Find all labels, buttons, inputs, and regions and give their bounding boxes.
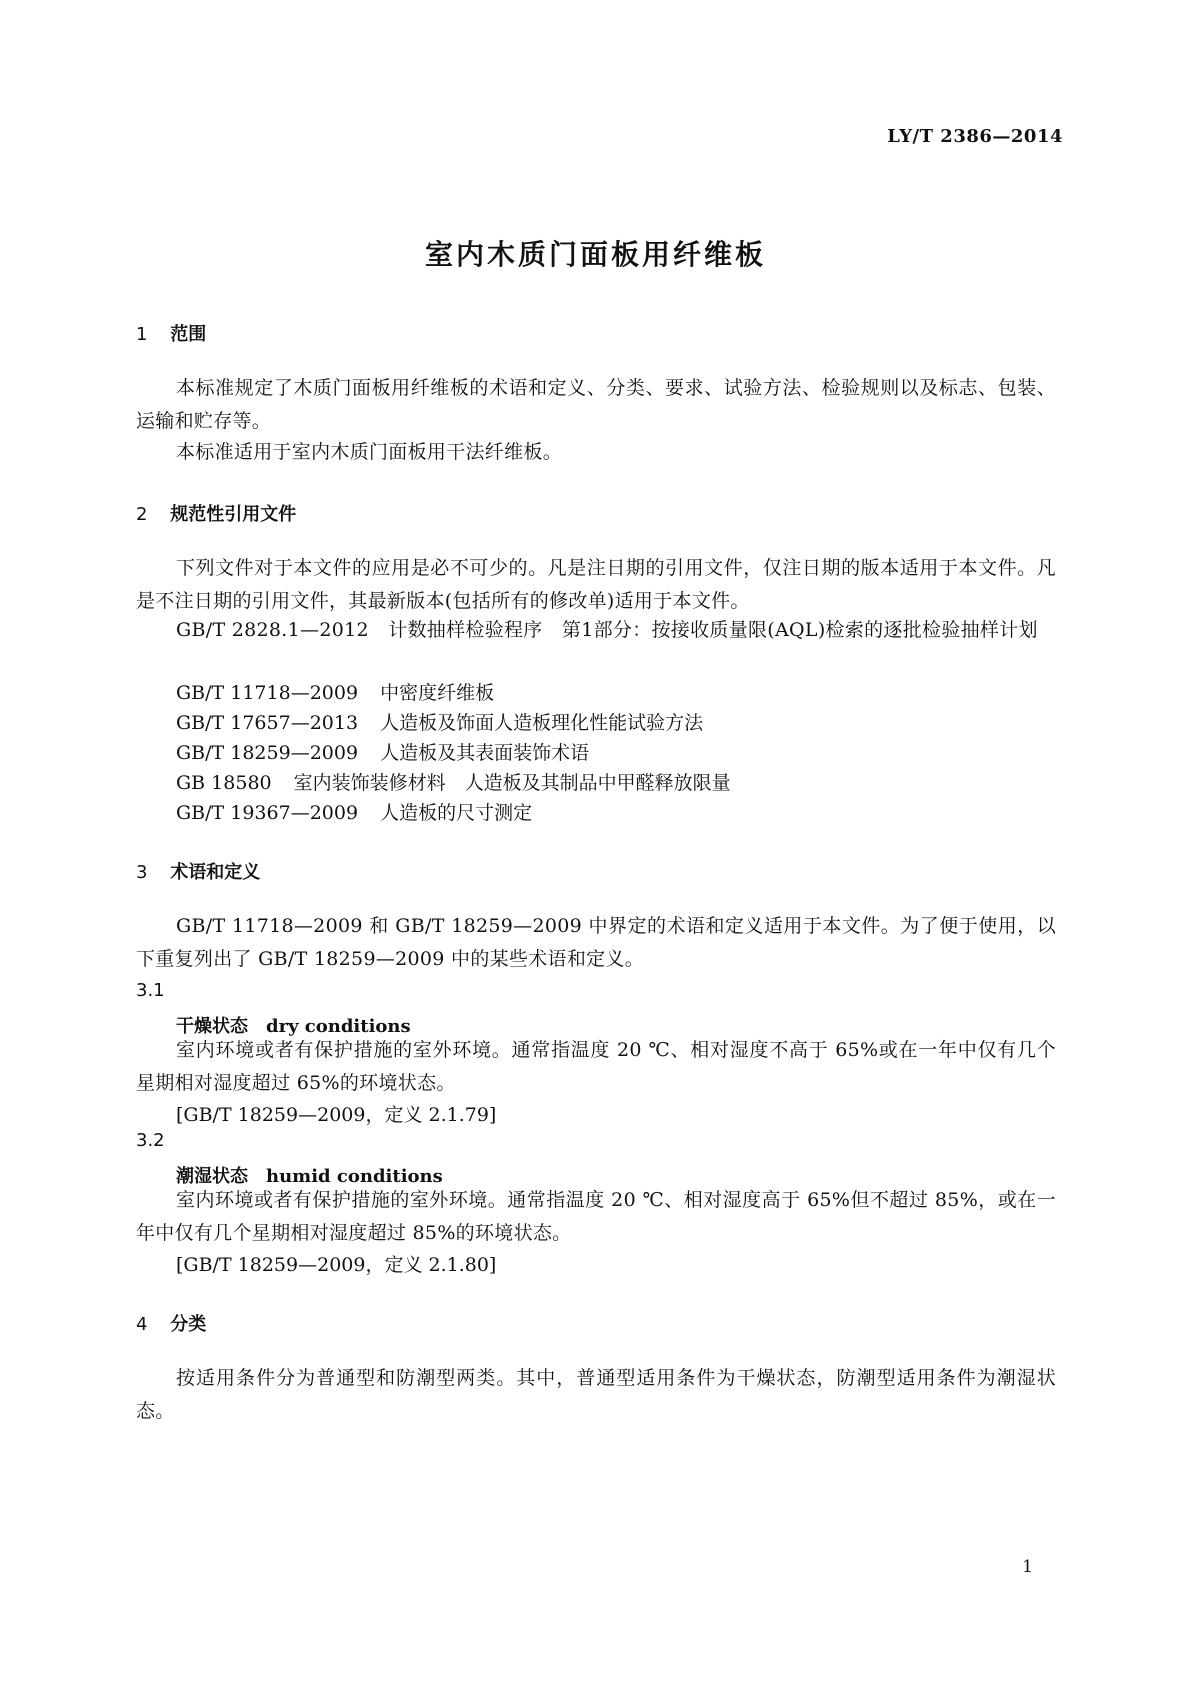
section-number: 3 xyxy=(136,862,148,883)
reference-code: GB/T 19367—2009 xyxy=(176,802,359,824)
terms-intro: GB/T 11718—2009 和 GB/T 18259—2009 中界定的术语和定义适用于本文件。为了便于使用，以下重复列出了 GB/T 18259—2009 中的某些术语和定义。 xyxy=(136,915,1056,970)
reference-item xyxy=(176,708,703,735)
reference-item xyxy=(176,738,589,765)
reference-item xyxy=(176,678,494,705)
page-number: 1 xyxy=(1022,1557,1033,1577)
standard-code: LY/T 2386—2014 xyxy=(887,126,1063,147)
reference-title: 计数抽样检验程序 第1部分：按接收质量限(AQL)检索的逐批检验抽样计划 xyxy=(388,619,1038,641)
reference-item xyxy=(136,614,1056,647)
term-source: [GB/T 18259—2009，定义 2.1.79] xyxy=(176,1104,497,1126)
section-title: 规范性引用文件 xyxy=(170,504,297,525)
reference-code: GB/T 18259—2009 xyxy=(176,742,359,764)
section-1-heading xyxy=(136,320,206,346)
reference-code: GB/T 2828.1—2012 xyxy=(176,619,369,641)
term-source: [GB/T 18259—2009，定义 2.1.80] xyxy=(176,1254,497,1276)
reference-code: GB/T 11718—2009 xyxy=(176,682,359,704)
section-number: 4 xyxy=(136,1314,148,1335)
scope-paragraph-2: 本标准适用于室内木质门面板用干法纤维板。 xyxy=(176,441,563,463)
term-zh: 潮湿状态 xyxy=(176,1166,248,1187)
term-en: humid conditions xyxy=(266,1166,443,1187)
section-4-heading xyxy=(136,1310,206,1336)
scope-paragraph-1: 本标准规定了木质门面板用纤维板的术语和定义、分类、要求、试验方法、检验规则以及标志、包装、运输和贮存等。 xyxy=(136,377,1056,432)
reference-code: GB/T 17657—2013 xyxy=(176,712,359,734)
document-title: 室内木质门面板用纤维板 xyxy=(424,238,766,271)
reference-title: 室内装饰装修材料 人造板及其制品中甲醛释放限量 xyxy=(293,772,731,794)
term-number: 3.2 xyxy=(136,1130,165,1151)
normative-references-intro: 下列文件对于本文件的应用是必不可少的。凡是注日期的引用文件，仅注日期的版本适用于本文件。凡是不注日期的引用文件，其最新版本(包括所有的修改单)适用于本文件。 xyxy=(136,557,1056,612)
reference-item xyxy=(176,798,532,825)
section-number: 1 xyxy=(136,324,148,345)
term-en: dry conditions xyxy=(266,1016,411,1037)
classification-paragraph: 按适用条件分为普通型和防潮型两类。其中，普通型适用条件为干燥状态，防潮型适用条件为潮湿状态。 xyxy=(136,1367,1056,1422)
section-2-heading xyxy=(136,500,296,526)
section-3-heading xyxy=(136,858,260,884)
reference-title: 人造板的尺寸测定 xyxy=(380,802,533,824)
section-number: 2 xyxy=(136,504,148,525)
reference-code: GB 18580 xyxy=(176,772,272,794)
reference-title: 人造板及其表面装饰术语 xyxy=(380,742,590,764)
term-definition: 室内环境或者有保护措施的室外环境。通常指温度 20 ℃、相对湿度高于 65%但不超过 85%，或在一年中仅有几个星期相对湿度超过 85%的环境状态。 xyxy=(136,1189,1056,1244)
reference-title: 人造板及饰面人造板理化性能试验方法 xyxy=(380,712,704,734)
term-definition: 室内环境或者有保护措施的室外环境。通常指温度 20 ℃、相对湿度不高于 65%或在一年中仅有几个星期相对湿度超过 65%的环境状态。 xyxy=(136,1039,1056,1094)
section-title: 术语和定义 xyxy=(170,862,261,883)
section-title: 范围 xyxy=(170,324,207,345)
reference-title: 中密度纤维板 xyxy=(380,682,495,704)
term-number: 3.1 xyxy=(136,980,165,1001)
reference-item xyxy=(176,768,731,795)
term-zh: 干燥状态 xyxy=(176,1016,248,1037)
section-title: 分类 xyxy=(170,1314,207,1335)
